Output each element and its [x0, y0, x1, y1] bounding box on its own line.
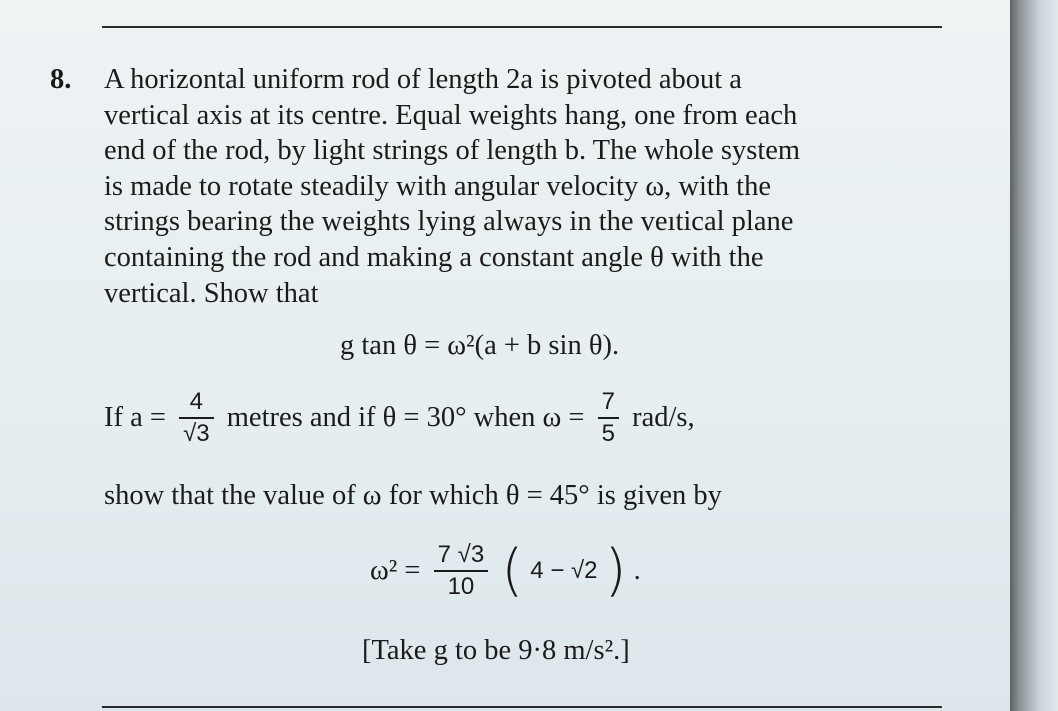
fraction-a — [179, 387, 214, 449]
equation-1: g tan θ = ω²(a + b sin θ). — [340, 330, 620, 361]
equation-2-denominator: 10 — [447, 573, 475, 600]
equation-2-numerator: 7 √3 — [434, 540, 489, 572]
question-line: containing the rod and making a constant angle θ with the — [104, 241, 764, 273]
top-rule — [102, 26, 942, 28]
condition-line — [104, 387, 695, 449]
equation-2-fraction — [434, 540, 489, 602]
fraction-a-numerator: 4 — [179, 387, 214, 419]
fraction-omega-numerator: 7 — [598, 387, 619, 419]
question-text — [104, 62, 954, 311]
show-line: show that the value of ω for which θ = 45° is given by — [104, 480, 722, 511]
close-paren: ) — [604, 538, 627, 603]
fraction-a-denominator: √3 — [183, 420, 210, 447]
question-line: strings bearing the weights lying always in the veıtical plane — [104, 206, 794, 238]
bottom-rule — [102, 706, 942, 708]
question-number: 8. — [50, 64, 72, 95]
fraction-omega-denominator: 5 — [601, 420, 615, 447]
equation-2-inner: 4 − √2 — [530, 557, 598, 584]
equation-2-lhs: ω² = — [370, 555, 421, 586]
condition-suffix: rad/s, — [632, 402, 695, 433]
open-paren: ( — [501, 538, 524, 603]
question-line: vertical. Show that — [104, 277, 319, 309]
note: [Take g to be 9·8 m/s².] — [362, 635, 630, 666]
condition-prefix: If a = — [104, 402, 166, 433]
question-line: vertical axis at its centre. Equal weights hang, one from each — [104, 99, 798, 131]
equation-2-end: . — [633, 555, 641, 586]
question-line: A horizontal uniform rod of length 2a is pivoted about a — [104, 64, 742, 95]
equation-2 — [370, 540, 641, 602]
fraction-omega — [598, 387, 619, 449]
page-edge-shadow — [1010, 0, 1058, 711]
question-line: end of the rod, by light strings of length b. The whole system — [104, 135, 801, 167]
question-line: is made to rotate steadily with angular velocity ω, with the — [104, 170, 771, 202]
condition-middle: metres and if θ = 30° when ω = — [226, 402, 585, 433]
